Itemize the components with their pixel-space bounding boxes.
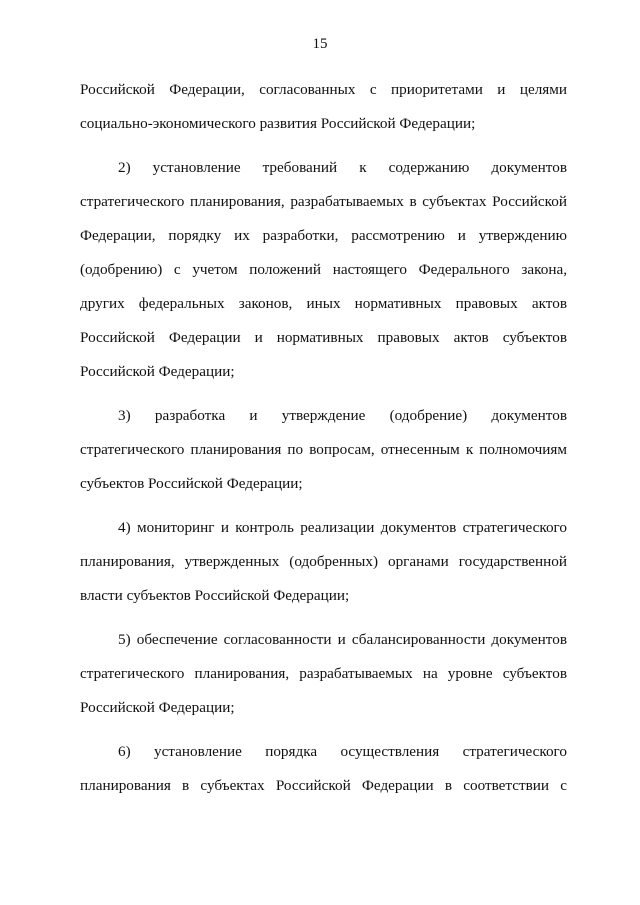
paragraph-continuation: Российской Федерации, согласованных с приоритетами и целями социально-экономического развития Российской Федерации;: [80, 81, 567, 132]
document-body: [80, 73, 567, 813]
paragraph-item-4: 4) мониторинг и контроль реализации документов стратегического планирования, утвержденных (одобренных) органами государственной власти субъектов Российской Федерации;: [80, 519, 567, 604]
paragraph-item-5: 5) обеспечение согласованности и сбалансированности документов стратегического планирования, разрабатываемых на уровне субъектов Российской Федерации;: [80, 631, 567, 716]
page-number: 15: [312, 36, 328, 52]
paragraph-item-2: 2) установление требований к содержанию документов стратегического планирования, разрабатываемых в субъектах Российской Федерации, порядку их разработки, рассмотрению и утверждению (одобрению) с учетом положений настоящего Федерального закона, других федеральных законов, иных нормативных правовых актов Российской Федерации и нормативных правовых актов субъектов Российской Федерации;: [80, 159, 567, 380]
paragraph-item-3: 3) разработка и утверждение (одобрение) документов стратегического планирования по вопросам, отнесенным к полномочиям субъектов Российской Федерации;: [80, 407, 567, 492]
paragraph-item-6: 6) установление порядка осуществления стратегического планирования в субъектах Российской Федерации в соответствии с: [80, 743, 567, 794]
